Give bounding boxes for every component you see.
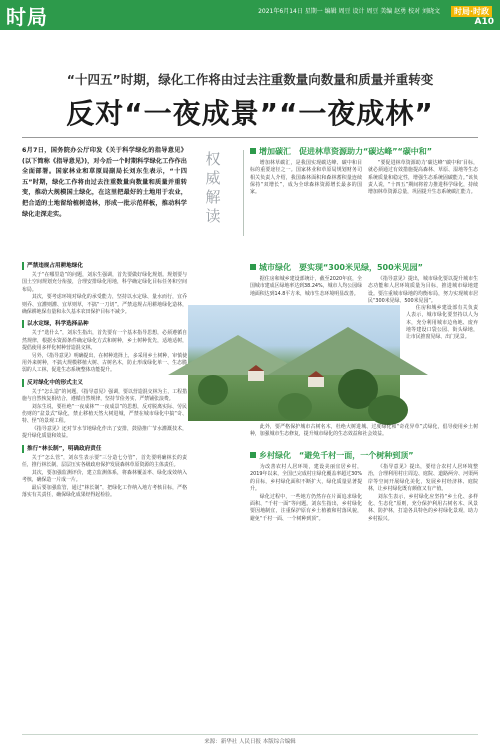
paragraph: 此外，要严格保护城市古树名木，杜绝大树进城、过度绿化和“奇花异草”式绿化，倡导使用乡土树种，加强城市生态修复，提升城市绿化的生态效益和社会效益。 xyxy=(250,424,478,438)
page-number: A10 xyxy=(474,17,494,27)
paragraph: 最后要加强监管，通过“林长制”，把绿化工作纳入地方考核目标，严格落实有关责任，确保绿化成果经得起检验。 xyxy=(22,484,187,499)
section-body-rural-a xyxy=(250,464,362,726)
section-title-carbon xyxy=(250,146,432,157)
paragraph: 刘东生说，要杜绝“一夜成林”“一夜成景”的思想，反对脱离实际、劳民伤财的“盆景式”绿化，禁止移植天然大树进城，严禁在城市绿化中搞“奇、特、怪”的景观工程。 xyxy=(22,403,187,425)
headline-divider xyxy=(22,137,478,138)
left-column xyxy=(22,258,187,728)
subheading: 严禁违规占用耕地绿化 xyxy=(22,262,187,270)
paragraph: 绿化过程中，一些地方仍然存在片面追求绿化面积、“千村一面”等问题。刘东生指出，乡村绿化要因地制宜，注重保护原有乡土植被和村落风貌，避免“千村一面、一个树种到顶”。 xyxy=(250,493,362,522)
lead-paragraph: 6月7日，国务院办公厅印发《关于科学绿化的指导意见》(以下简称《指导意见》)，对今后一个时期科学绿化工作作出全面部署。国家林业和草原局副局长刘东生表示，“十四五”时期，绿化工作将由过去注重数量向数量和质量并重转变，推动大规模国土绿化，在这里把最好的土地用于农业，把合适的土地留给植树造林，形成一批示范样板，推动科学绿化走深走实。 xyxy=(22,147,187,218)
tree-shape xyxy=(278,393,312,421)
section-body-carbon-a xyxy=(250,160,362,252)
roof-shape xyxy=(308,371,324,377)
paragraph: 其次，要加强监测评价，建立监测体系，将森林覆盖率、绿化成效纳入考核，确保造一片成一片。 xyxy=(22,469,187,484)
house-shape xyxy=(308,377,324,387)
paragraph: 《指导意见》提出，城市绿化要以提升城市生态功能和人居环境质量为目标，推进城市绿地建设。要注重城市绿地的均衡布局，努力实现城市居民“300米见绿、500米见园”。 xyxy=(368,276,478,304)
landscape-photo xyxy=(188,305,400,421)
section-title-text: 乡村绿化 “避免千村一面，一个树种到顶” xyxy=(259,451,414,460)
page-badge: 时局·时政 xyxy=(451,6,492,17)
roof-shape xyxy=(248,365,264,371)
section-body-carbon-b xyxy=(368,160,478,252)
paragraph: 其次，要考虑环境对绿化的承受能力，坚持以水定绿、量水而行，宜乔则乔、宜灌则灌、宜草则草，不搞“一刀切”。严禁违规占用耕地绿化造林，确保耕地保有量和永久基本农田保护目标不减少。 xyxy=(22,294,187,315)
house-shape xyxy=(248,371,264,381)
paragraph: “要促进林草资源助力‘碳达峰’‘碳中和’目标，就必须通过有效措施提高森林、草原、湿地等生态系统质量和稳定性，增强生态系统固碳能力。”该负责人说，“十四五”期间将着力推进科学绿化，持续增加林草资源总量，巩固提升生态系统碳汇能力。 xyxy=(368,160,478,196)
paragraph: 另外，《指导意见》明确提出，在树种选择上，多采用乡土树种，审慎使用外来树种，不搞大规模移植大树、古树名木，防止形成绿化单一、生态脆弱的人工林，促进生态系统整体功能提升。 xyxy=(22,352,187,374)
paragraph: 增加林草碳汇，是我国实现碳达峰、碳中和目标的重要途径之一。国家林业和草原局规划财务司相关负责人介绍，我国森林面积和森林蓄积量连续保持“双增长”，成为全球森林资源增长最多的国家。 xyxy=(250,160,362,196)
footer-credits: 来源：新华社 人民日报 本版综合编辑 xyxy=(22,734,478,745)
column-label xyxy=(200,150,226,240)
column-label-char: 解 xyxy=(205,188,221,206)
square-bullet-icon xyxy=(250,148,256,154)
paragraph: 为改善农村人居环境，建设美丽宜居乡村，2019年以来，全国已完成村庄绿化覆盖率超过30%的目标，乡村绿化面积不断扩大，绿化质量显著提升。 xyxy=(250,464,362,492)
main-headline: 反对“一夜成景”“一夜成林” xyxy=(66,97,434,130)
tree-shape xyxy=(198,375,228,405)
paragraph: 关于“选什么”，刘东生指出，首先要有一个基本指导思想，必须遵循自然规律，根据水资源条件确定绿化方式和树种，乡土树种优先，适地适树，提倡使用多样化树种营造混交林。 xyxy=(22,330,187,351)
mountain-shape xyxy=(268,327,428,375)
section-body-urban-side xyxy=(406,305,478,421)
column-label-char: 权 xyxy=(205,150,221,168)
paragraph: 关于“怎么造”的问题，《指导意见》强调，要以营造混交林为主，工程措施与自然恢复相结合，遵循自然规律，坚持节俭务实，严禁铺张浪费。 xyxy=(22,388,187,402)
section-body-urban-intro-b xyxy=(368,276,478,304)
column-label-char: 威 xyxy=(205,169,221,187)
paragraph: 关于“怎么管”，刘东生表示要“三分造七分管”，首先要明确林长的责任，推行林长制，层层压实各级政府保护发展森林草原资源的主体责任。 xyxy=(22,454,187,468)
square-bullet-icon xyxy=(250,452,256,458)
section-body-urban-end xyxy=(250,424,478,446)
tree-shape xyxy=(368,395,408,425)
issue-meta: 2021年6月14日 星期一 编辑 周豆 设计 周豆 美编 赵勇 校对 刘晓文 xyxy=(258,8,440,15)
paragraph: 《指导意见》提出，要结合农村人居环境整治，合理利用村庄周边、庭院、道路两旁、河渠两岸等空间开展绿化美化，发展乡村经济林、庭院林，让乡村绿化既有颜值又有产值。 xyxy=(368,464,478,492)
paragraph: 关于“在哪里造”的问题，刘东生强调，首先要做好绿化规划。规划要与国土空间规划充分衔接，合理安排绿化用地，科学确定绿化目标任务和空间布局。 xyxy=(22,272,187,293)
section-title-urban xyxy=(250,262,423,273)
kicker-headline: “十四五”时期，绿化工作将由过去注重数量向数量和质量并重转变 xyxy=(66,72,434,87)
section-title-rural xyxy=(250,450,414,461)
paragraph: 刘东生表示，乡村绿化应坚持“乡土化、多样化、生态化”原则，充分保护利用古树名木、风景林、防护林，打造各具特色的乡村绿化景观，助力乡村振兴。 xyxy=(368,493,478,522)
section-banner xyxy=(0,0,500,30)
column-label-char: 读 xyxy=(205,207,221,225)
subheading: 推行“林长制”，明确政府责任 xyxy=(22,445,187,453)
subheading: 以水定绿，科学选择品种 xyxy=(22,320,187,328)
section-body-urban-intro xyxy=(250,276,362,298)
section-body-rural-b xyxy=(368,464,478,726)
paragraph: 据住房和城乡建设部统计，截至2020年底，全国城市建成区绿地率达到38.24%，城市人均公园绿地面积达到14.8平方米，城市生态环境明显改善。 xyxy=(250,276,362,297)
column-separator xyxy=(243,150,244,236)
paragraph: 住房和城乡建设部有关负责人表示，城市绿化要坚持以人为本，充分利用城市边角地、废弃地等建设口袋公园、街头绿地，让市民推窗见绿、出门见景。 xyxy=(406,305,478,341)
subheading: 反对绿化中的形式主义 xyxy=(22,379,187,387)
paragraph: 《指导意见》还对节水节地绿化作出了安排，鼓励推广节水灌溉技术，提升绿化质量和效益。 xyxy=(22,426,187,440)
section-name: 时局 xyxy=(6,5,48,29)
section-title-text: 增加碳汇 促进林草资源助力“碳达峰”“碳中和” xyxy=(259,147,433,156)
square-bullet-icon xyxy=(250,264,256,270)
section-title-text: 城市绿化 要实现“300米见绿，500米见园” xyxy=(259,263,423,272)
